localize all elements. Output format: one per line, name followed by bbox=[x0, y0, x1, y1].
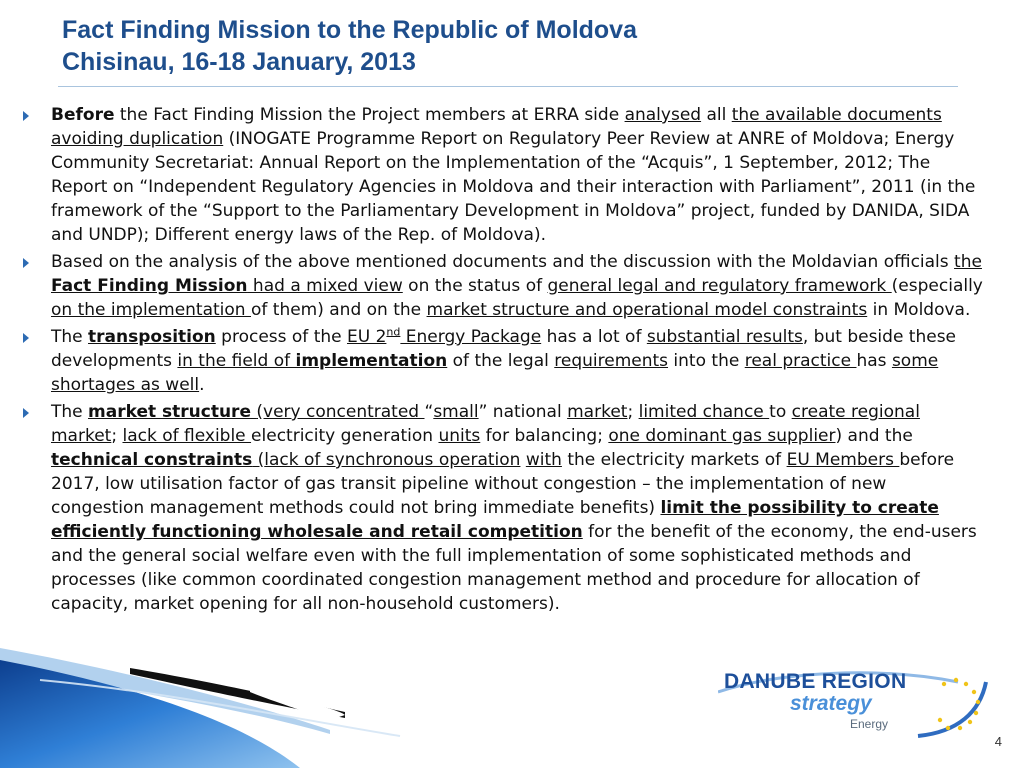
text-run: for the benefit of the economy, the end-users and the general social welfare even with the full implementation of some sophisticated methods and processes (like common coordinated congestion management method and procedure for allocation of capacity, market opening for all non-household customers). bbox=[51, 522, 977, 614]
text-run: , but beside these developments bbox=[51, 327, 957, 371]
bullet-item-2 bbox=[20, 250, 984, 322]
text-run: market structure bbox=[88, 402, 251, 422]
text-run: the electricity markets of bbox=[561, 450, 787, 470]
text-run: (INOGATE Programme Report on Regulatory Peer Review at ANRE of Moldova; Energy Community Secretariat: Annual Report on the Implementation of the “Acquis”, 1 September, 2012; The Report on “Independent Regulatory Agencies in Moldova and their interaction with Parliament”, 2011 (in the framework of the “Support to the Parliamentary Development in Moldova” project, funded by DANIDA, SIDA and UNDP); Different energy laws of the Rep. of Moldova). bbox=[51, 129, 976, 245]
title-divider bbox=[58, 86, 958, 87]
text-run: The bbox=[51, 402, 89, 422]
text-run: ” national bbox=[478, 402, 568, 422]
text-run: real practice bbox=[744, 351, 857, 371]
logo-sub-text: strategy bbox=[790, 692, 872, 715]
text-run: create regional market bbox=[51, 402, 920, 446]
text-run: to bbox=[769, 402, 792, 422]
text-run: had a mixed view bbox=[247, 276, 403, 296]
text-run: Before bbox=[51, 105, 115, 125]
text-run: market bbox=[567, 402, 628, 422]
text-run: ( bbox=[252, 450, 265, 470]
text-run: in the field of bbox=[177, 351, 296, 371]
text-run: avoiding duplication bbox=[51, 129, 224, 149]
bullet-arrow-icon bbox=[23, 111, 29, 121]
text-run: before 2017, low utilisation factor of gas transit pipeline without congestion – the implementation of new congestion management methods could not bring immediate benefits) bbox=[51, 450, 955, 518]
logo-main-text: DANUBE REGION bbox=[724, 670, 907, 693]
text-run: small bbox=[433, 402, 479, 422]
text-run: technical constraints bbox=[51, 450, 253, 470]
slide-title bbox=[62, 14, 637, 78]
text-run: “ bbox=[424, 402, 434, 422]
text-run: transposition bbox=[88, 327, 216, 347]
text-run: (especially bbox=[891, 276, 983, 296]
text-run: The bbox=[51, 327, 89, 347]
text-run: on the implementation bbox=[51, 300, 251, 320]
text-run: the available documents bbox=[731, 105, 942, 125]
text-run: some shortages as well bbox=[51, 351, 939, 395]
text-run: of the legal bbox=[447, 351, 555, 371]
text-run: in Moldova. bbox=[867, 300, 971, 320]
text-run: requirements bbox=[554, 351, 669, 371]
danube-region-logo bbox=[718, 662, 990, 740]
text-run: process of the bbox=[215, 327, 347, 347]
bullet-text bbox=[51, 103, 984, 247]
text-run: Based on the analysis of the above mentioned documents and the discussion with the Moldavian officials bbox=[51, 252, 955, 272]
text-run: electricity generation bbox=[251, 426, 439, 446]
bullet-arrow-icon bbox=[23, 408, 29, 418]
text-run: units bbox=[438, 426, 481, 446]
text-run: limited chance bbox=[638, 402, 770, 422]
text-run: . bbox=[199, 375, 205, 395]
title-line-1: Fact Finding Mission to the Republic of Moldova bbox=[62, 16, 637, 44]
bullet-text bbox=[51, 325, 984, 397]
text-run: Energy Package bbox=[400, 327, 542, 347]
text-run: with bbox=[525, 450, 562, 470]
logo-energy-text: Energy bbox=[850, 717, 889, 731]
text-run: implementation bbox=[295, 351, 448, 371]
text-run: EU 2 bbox=[347, 327, 387, 347]
text-run: the Fact Finding Mission the Project members at ERRA side bbox=[114, 105, 625, 125]
text-run: all bbox=[701, 105, 732, 125]
text-run: ; bbox=[627, 402, 639, 422]
text-run: analysed bbox=[624, 105, 702, 125]
text-run: the bbox=[954, 252, 982, 272]
text-run: one dominant gas supplier bbox=[608, 426, 836, 446]
text-run: of them) and on the bbox=[250, 300, 427, 320]
text-run: has a lot of bbox=[541, 327, 647, 347]
text-run: limit the possibility to create efficiently functioning wholesale and retail competition bbox=[51, 498, 939, 542]
bullet-arrow-icon bbox=[23, 258, 29, 268]
text-run: for balancing; bbox=[480, 426, 609, 446]
bullet-text bbox=[51, 250, 984, 322]
text-run: (very concentrated bbox=[256, 402, 425, 422]
bullet-list bbox=[20, 103, 984, 619]
text-run: market structure and operational model constraints bbox=[426, 300, 868, 320]
text-run: general legal and regulatory framework bbox=[547, 276, 892, 296]
text-run: EU Members bbox=[786, 450, 900, 470]
text-run: lack of flexible bbox=[122, 426, 252, 446]
text-run: into the bbox=[668, 351, 745, 371]
bullet-arrow-icon bbox=[23, 333, 29, 343]
text-run: ; bbox=[111, 426, 123, 446]
text-run: nd bbox=[386, 325, 401, 339]
text-run: ) and the bbox=[835, 426, 913, 446]
text-run: lack of synchronous operation bbox=[264, 450, 521, 470]
bullet-item-3 bbox=[20, 325, 984, 397]
text-run: on the status of bbox=[402, 276, 548, 296]
decorative-swoosh bbox=[0, 560, 520, 768]
text-run: has bbox=[856, 351, 892, 371]
text-run: Fact Finding Mission bbox=[51, 276, 248, 296]
page-number: 4 bbox=[994, 734, 1002, 749]
bullet-item-1 bbox=[20, 103, 984, 247]
text-run: substantial results bbox=[646, 327, 803, 347]
title-line-2: Chisinau, 16-18 January, 2013 bbox=[62, 48, 416, 76]
